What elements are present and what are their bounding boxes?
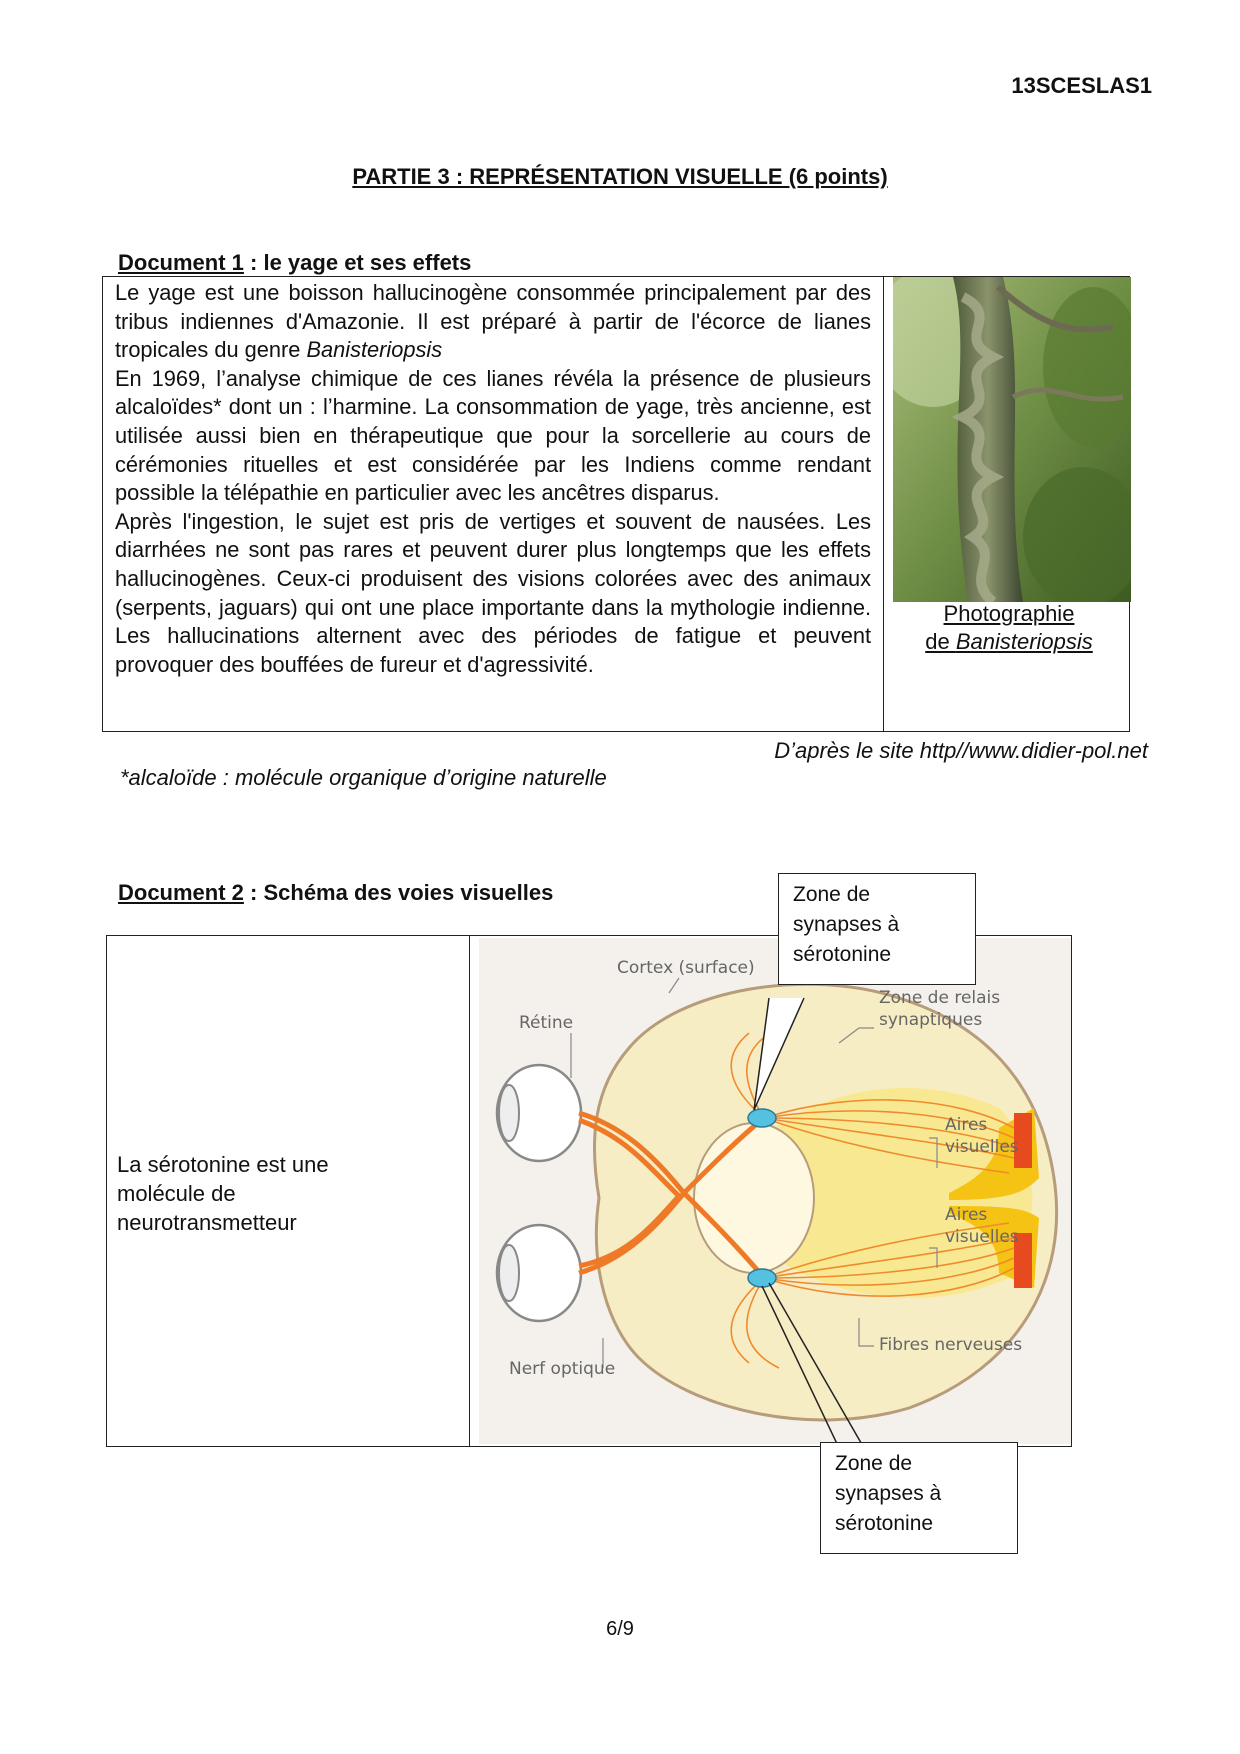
banisteriopsis-photo (893, 277, 1131, 602)
paragraph-1: Le yage est une boisson hallucinogène consommée principalement par des tribus indiennes d'Amazonie. Il est préparé à partir de l'écorce de lianes tropicales du genre Banisteriopsis (115, 280, 871, 363)
callout-synapse-top: Zone de synapses à sérotonine (778, 873, 976, 985)
visual-pathways-diagram (479, 938, 1071, 1444)
label-relais-1: Zone de relais (879, 988, 1001, 1008)
page-number: 6/9 (606, 1618, 634, 1640)
photo-caption: Photographie de Banisteriopsis (925, 601, 1093, 654)
exam-code: 13SCESLAS1 (1011, 73, 1152, 98)
column-divider (883, 277, 884, 731)
footnote: *alcaloïde : molécule organique d’origine naturelle (120, 765, 607, 790)
genus-name: Banisteriopsis (306, 337, 443, 363)
synapse-zone-bottom (748, 1269, 776, 1287)
source-citation: D’après le site http//www.didier-pol.net (774, 738, 1148, 763)
document-2-title: Document 2 : Schéma des voies visuelles (118, 880, 554, 905)
label-nerf: Nerf optique (509, 1359, 616, 1379)
document-1-box (102, 276, 1130, 732)
label-aires-1a: Aires (945, 1115, 988, 1135)
serotonin-description: La sérotonine est une molécule de neurotransmetteur (117, 1152, 329, 1235)
document-1-title: Document 1 : le yage et ses effets (118, 250, 472, 275)
document-2-box (106, 935, 1072, 1447)
label-fibres: Fibres nerveuses (879, 1335, 1023, 1355)
callout-synapse-bottom: Zone de synapses à sérotonine (820, 1442, 1018, 1554)
paragraph-3: Après l'ingestion, le sujet est pris de vertiges et souvent de nausées. Les diarrhées ne sont pas rares et peuvent durer plus longtemps que les effets hallucinogènes. Ceux-ci produisent des visions colorées avec des animaux (serpents, jaguars) qui ont une place importante dans la mythologie indienne. Les hallucinations alternent avec des périodes de fatigue et peuvent provoquer des bouffées de fureur et d'agressivité. (115, 508, 871, 677)
label-aires-2b: visuelles (945, 1227, 1019, 1247)
paragraph-2: En 1969, l’analyse chimique de ces lianes révéla la présence de plusieurs alcaloïdes* dont un : l’harmine. La consommation de yage, très ancienne, est utilisée aussi bien en thérapeutique que pour la sorcellerie au cours de cérémonies rituelles et est considérée par les Indiens comme rendant possible la télépathie en particulier avec les ancêtres disparus. (115, 365, 871, 506)
part-title: PARTIE 3 : REPRÉSENTATION VISUELLE (6 points) (352, 164, 888, 189)
label-relais-2: synaptiques (879, 1010, 983, 1030)
label-cortex: Cortex (surface) (617, 958, 755, 978)
label-aires-1b: visuelles (945, 1137, 1019, 1157)
label-retine: Rétine (519, 1013, 574, 1033)
label-aires-2a: Aires (945, 1205, 988, 1225)
document-1-text (115, 279, 871, 679)
synapse-zone-top (748, 1109, 776, 1127)
column-divider (469, 936, 470, 1446)
